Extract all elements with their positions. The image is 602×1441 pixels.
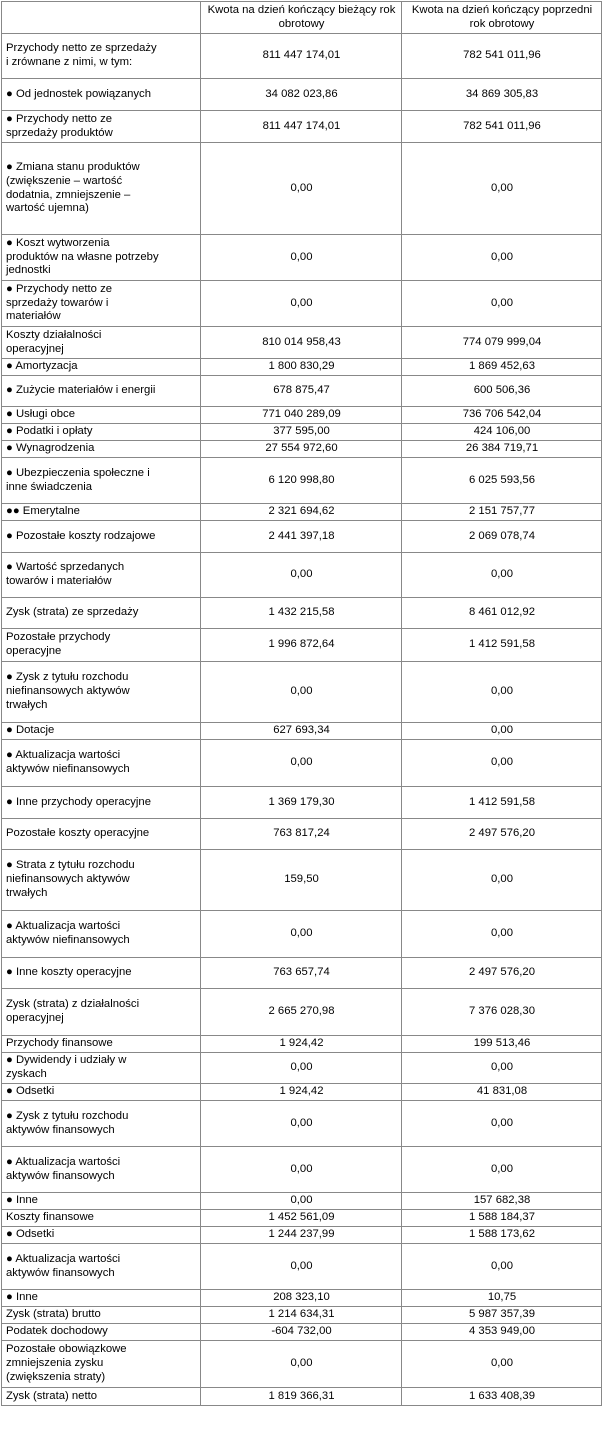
row-label: ● Inne [2, 1290, 201, 1307]
row-label: Przychody netto ze sprzedaży i zrównane z nimi, w tym: [2, 34, 201, 79]
row-current-value: 771 040 289,09 [201, 407, 402, 424]
table-row [2, 553, 602, 598]
table-row [2, 1341, 602, 1388]
row-current-value: 0,00 [201, 143, 402, 235]
table-row [2, 504, 602, 521]
row-current-value: 0,00 [201, 662, 402, 723]
row-current-value: 1 800 830,29 [201, 359, 402, 376]
row-label: ● Inne przychody operacyjne [2, 787, 201, 819]
row-label: Zysk (strata) brutto [2, 1307, 201, 1324]
table-row [2, 662, 602, 723]
table-row [2, 1290, 602, 1307]
row-previous-value: 4 353 949,00 [402, 1324, 602, 1341]
row-current-value: 0,00 [201, 281, 402, 327]
row-previous-value: 10,75 [402, 1290, 602, 1307]
row-previous-value: 0,00 [402, 850, 602, 911]
row-previous-value: 0,00 [402, 553, 602, 598]
table-row [2, 441, 602, 458]
row-label: Przychody finansowe [2, 1036, 201, 1053]
row-previous-value: 1 412 591,58 [402, 629, 602, 662]
row-label: ● Zużycie materiałów i energii [2, 376, 201, 407]
row-label: Pozostałe przychody operacyjne [2, 629, 201, 662]
row-previous-value: 424 106,00 [402, 424, 602, 441]
row-label: Pozostałe obowiązkowe zmniejszenia zysku (zwiększenia straty) [2, 1341, 201, 1388]
row-previous-value: 0,00 [402, 143, 602, 235]
row-label: Koszty finansowe [2, 1210, 201, 1227]
table-row [2, 1210, 602, 1227]
row-current-value: 1 452 561,09 [201, 1210, 402, 1227]
table-row [2, 235, 602, 281]
row-label: ● Od jednostek powiązanych [2, 79, 201, 111]
row-label: Zysk (strata) z działalności operacyjnej [2, 989, 201, 1036]
row-label: ● Podatki i opłaty [2, 424, 201, 441]
row-label: ● Usługi obce [2, 407, 201, 424]
row-current-value: 159,50 [201, 850, 402, 911]
table-row [2, 740, 602, 787]
row-previous-value: 7 376 028,30 [402, 989, 602, 1036]
row-label: ● Strata z tytułu rozchodu niefinansowych aktywów trwałych [2, 850, 201, 911]
table-row [2, 424, 602, 441]
row-current-value: 1 819 366,31 [201, 1388, 402, 1406]
row-current-value: 1 214 634,31 [201, 1307, 402, 1324]
table-row [2, 958, 602, 989]
row-previous-value: 2 497 576,20 [402, 958, 602, 989]
row-label: ● Ubezpieczenia społeczne i inne świadczenia [2, 458, 201, 504]
row-current-value: 1 432 215,58 [201, 598, 402, 629]
row-previous-value: 0,00 [402, 1101, 602, 1147]
row-label: ● Dywidendy i udziały w zyskach [2, 1053, 201, 1084]
row-current-value: 0,00 [201, 1341, 402, 1388]
row-label: ● Wartość sprzedanych towarów i materiałów [2, 553, 201, 598]
row-previous-value: 0,00 [402, 911, 602, 958]
table-row [2, 458, 602, 504]
row-previous-value: 0,00 [402, 235, 602, 281]
table-row [2, 281, 602, 327]
row-current-value: 1 369 179,30 [201, 787, 402, 819]
row-label: ● Zysk z tytułu rozchodu aktywów finansowych [2, 1101, 201, 1147]
row-previous-value: 0,00 [402, 1147, 602, 1193]
row-label: ● Inne koszty operacyjne [2, 958, 201, 989]
table-row [2, 327, 602, 359]
row-current-value: -604 732,00 [201, 1324, 402, 1341]
row-label: ● Wynagrodzenia [2, 441, 201, 458]
row-current-value: 0,00 [201, 1193, 402, 1210]
row-label: ● Zmiana stanu produktów (zwiększenie – wartość dodatnia, zmniejszenie – wartość ujemna) [2, 143, 201, 235]
row-current-value: 0,00 [201, 740, 402, 787]
row-current-value: 763 657,74 [201, 958, 402, 989]
row-label: ● Pozostałe koszty rodzajowe [2, 521, 201, 553]
row-current-value: 0,00 [201, 235, 402, 281]
row-previous-value: 5 987 357,39 [402, 1307, 602, 1324]
table-body [2, 34, 602, 1406]
row-previous-value: 774 079 999,04 [402, 327, 602, 359]
table-row [2, 850, 602, 911]
row-label: Podatek dochodowy [2, 1324, 201, 1341]
row-label: ● Aktualizacja wartości aktywów finansowych [2, 1244, 201, 1290]
table-header-row [2, 2, 602, 34]
row-previous-value: 41 831,08 [402, 1084, 602, 1101]
row-current-value: 34 082 023,86 [201, 79, 402, 111]
table-row [2, 143, 602, 235]
table-row [2, 1036, 602, 1053]
row-label: ● Inne [2, 1193, 201, 1210]
row-current-value: 6 120 998,80 [201, 458, 402, 504]
row-current-value: 0,00 [201, 1244, 402, 1290]
row-previous-value: 736 706 542,04 [402, 407, 602, 424]
table-row [2, 819, 602, 850]
row-label: ● Koszt wytworzenia produktów na własne potrzeby jednostki [2, 235, 201, 281]
row-previous-value: 6 025 593,56 [402, 458, 602, 504]
row-current-value: 0,00 [201, 1147, 402, 1193]
row-label: ● Przychody netto ze sprzedaży towarów i materiałów [2, 281, 201, 327]
table-row [2, 1388, 602, 1406]
row-current-value: 811 447 174,01 [201, 34, 402, 79]
row-previous-value: 0,00 [402, 662, 602, 723]
table-row [2, 1193, 602, 1210]
row-current-value: 810 014 958,43 [201, 327, 402, 359]
header-previous-year: Kwota na dzień kończący poprzedni rok obrotowy [402, 2, 602, 34]
row-previous-value: 0,00 [402, 281, 602, 327]
header-label-cell [2, 2, 201, 34]
financial-statement-table [1, 1, 602, 1406]
row-label: ● Aktualizacja wartości aktywów finansowych [2, 1147, 201, 1193]
row-label: Zysk (strata) netto [2, 1388, 201, 1406]
header-current-year: Kwota na dzień kończący bieżący rok obrotowy [201, 2, 402, 34]
row-previous-value: 8 461 012,92 [402, 598, 602, 629]
row-previous-value: 0,00 [402, 740, 602, 787]
table-row [2, 521, 602, 553]
row-current-value: 2 665 270,98 [201, 989, 402, 1036]
row-previous-value: 782 541 011,96 [402, 111, 602, 143]
row-label: ● Przychody netto ze sprzedaży produktów [2, 111, 201, 143]
table-row [2, 1053, 602, 1084]
row-label: ● Aktualizacja wartości aktywów niefinansowych [2, 911, 201, 958]
row-current-value: 0,00 [201, 911, 402, 958]
row-previous-value: 1 633 408,39 [402, 1388, 602, 1406]
row-current-value: 678 875,47 [201, 376, 402, 407]
table-row [2, 1244, 602, 1290]
row-previous-value: 34 869 305,83 [402, 79, 602, 111]
row-previous-value: 0,00 [402, 1244, 602, 1290]
table-row [2, 376, 602, 407]
row-previous-value: 1 588 173,62 [402, 1227, 602, 1244]
row-previous-value: 782 541 011,96 [402, 34, 602, 79]
row-current-value: 1 996 872,64 [201, 629, 402, 662]
row-label: ● Aktualizacja wartości aktywów niefinansowych [2, 740, 201, 787]
row-current-value: 763 817,24 [201, 819, 402, 850]
row-previous-value: 0,00 [402, 723, 602, 740]
table-row [2, 1147, 602, 1193]
table-row [2, 1307, 602, 1324]
table-row [2, 1227, 602, 1244]
table-row [2, 407, 602, 424]
table-row [2, 598, 602, 629]
table-row [2, 34, 602, 79]
row-label: Pozostałe koszty operacyjne [2, 819, 201, 850]
row-label: ● Odsetki [2, 1227, 201, 1244]
row-current-value: 1 244 237,99 [201, 1227, 402, 1244]
row-current-value: 0,00 [201, 1101, 402, 1147]
row-label: ● Amortyzacja [2, 359, 201, 376]
row-label: ●● Emerytalne [2, 504, 201, 521]
row-current-value: 811 447 174,01 [201, 111, 402, 143]
row-label: ● Dotacje [2, 723, 201, 740]
row-current-value: 0,00 [201, 1053, 402, 1084]
row-previous-value: 157 682,38 [402, 1193, 602, 1210]
row-current-value: 1 924,42 [201, 1036, 402, 1053]
row-current-value: 1 924,42 [201, 1084, 402, 1101]
row-current-value: 627 693,34 [201, 723, 402, 740]
row-previous-value: 26 384 719,71 [402, 441, 602, 458]
row-previous-value: 2 069 078,74 [402, 521, 602, 553]
table-row [2, 787, 602, 819]
row-previous-value: 1 869 452,63 [402, 359, 602, 376]
table-row [2, 359, 602, 376]
table-row [2, 723, 602, 740]
row-label: ● Zysk z tytułu rozchodu niefinansowych aktywów trwałych [2, 662, 201, 723]
row-previous-value: 600 506,36 [402, 376, 602, 407]
row-current-value: 208 323,10 [201, 1290, 402, 1307]
table-row [2, 1084, 602, 1101]
row-current-value: 27 554 972,60 [201, 441, 402, 458]
table-row [2, 629, 602, 662]
row-previous-value: 2 151 757,77 [402, 504, 602, 521]
row-label: ● Odsetki [2, 1084, 201, 1101]
row-previous-value: 1 412 591,58 [402, 787, 602, 819]
row-label: Koszty działalności operacyjnej [2, 327, 201, 359]
table-row [2, 79, 602, 111]
row-previous-value: 0,00 [402, 1053, 602, 1084]
row-previous-value: 199 513,46 [402, 1036, 602, 1053]
row-previous-value: 0,00 [402, 1341, 602, 1388]
row-previous-value: 2 497 576,20 [402, 819, 602, 850]
table-row [2, 911, 602, 958]
table-row [2, 1101, 602, 1147]
row-current-value: 2 441 397,18 [201, 521, 402, 553]
table-row [2, 1324, 602, 1341]
row-current-value: 2 321 694,62 [201, 504, 402, 521]
table-row [2, 989, 602, 1036]
row-previous-value: 1 588 184,37 [402, 1210, 602, 1227]
table-row [2, 111, 602, 143]
row-current-value: 0,00 [201, 553, 402, 598]
row-current-value: 377 595,00 [201, 424, 402, 441]
row-label: Zysk (strata) ze sprzedaży [2, 598, 201, 629]
